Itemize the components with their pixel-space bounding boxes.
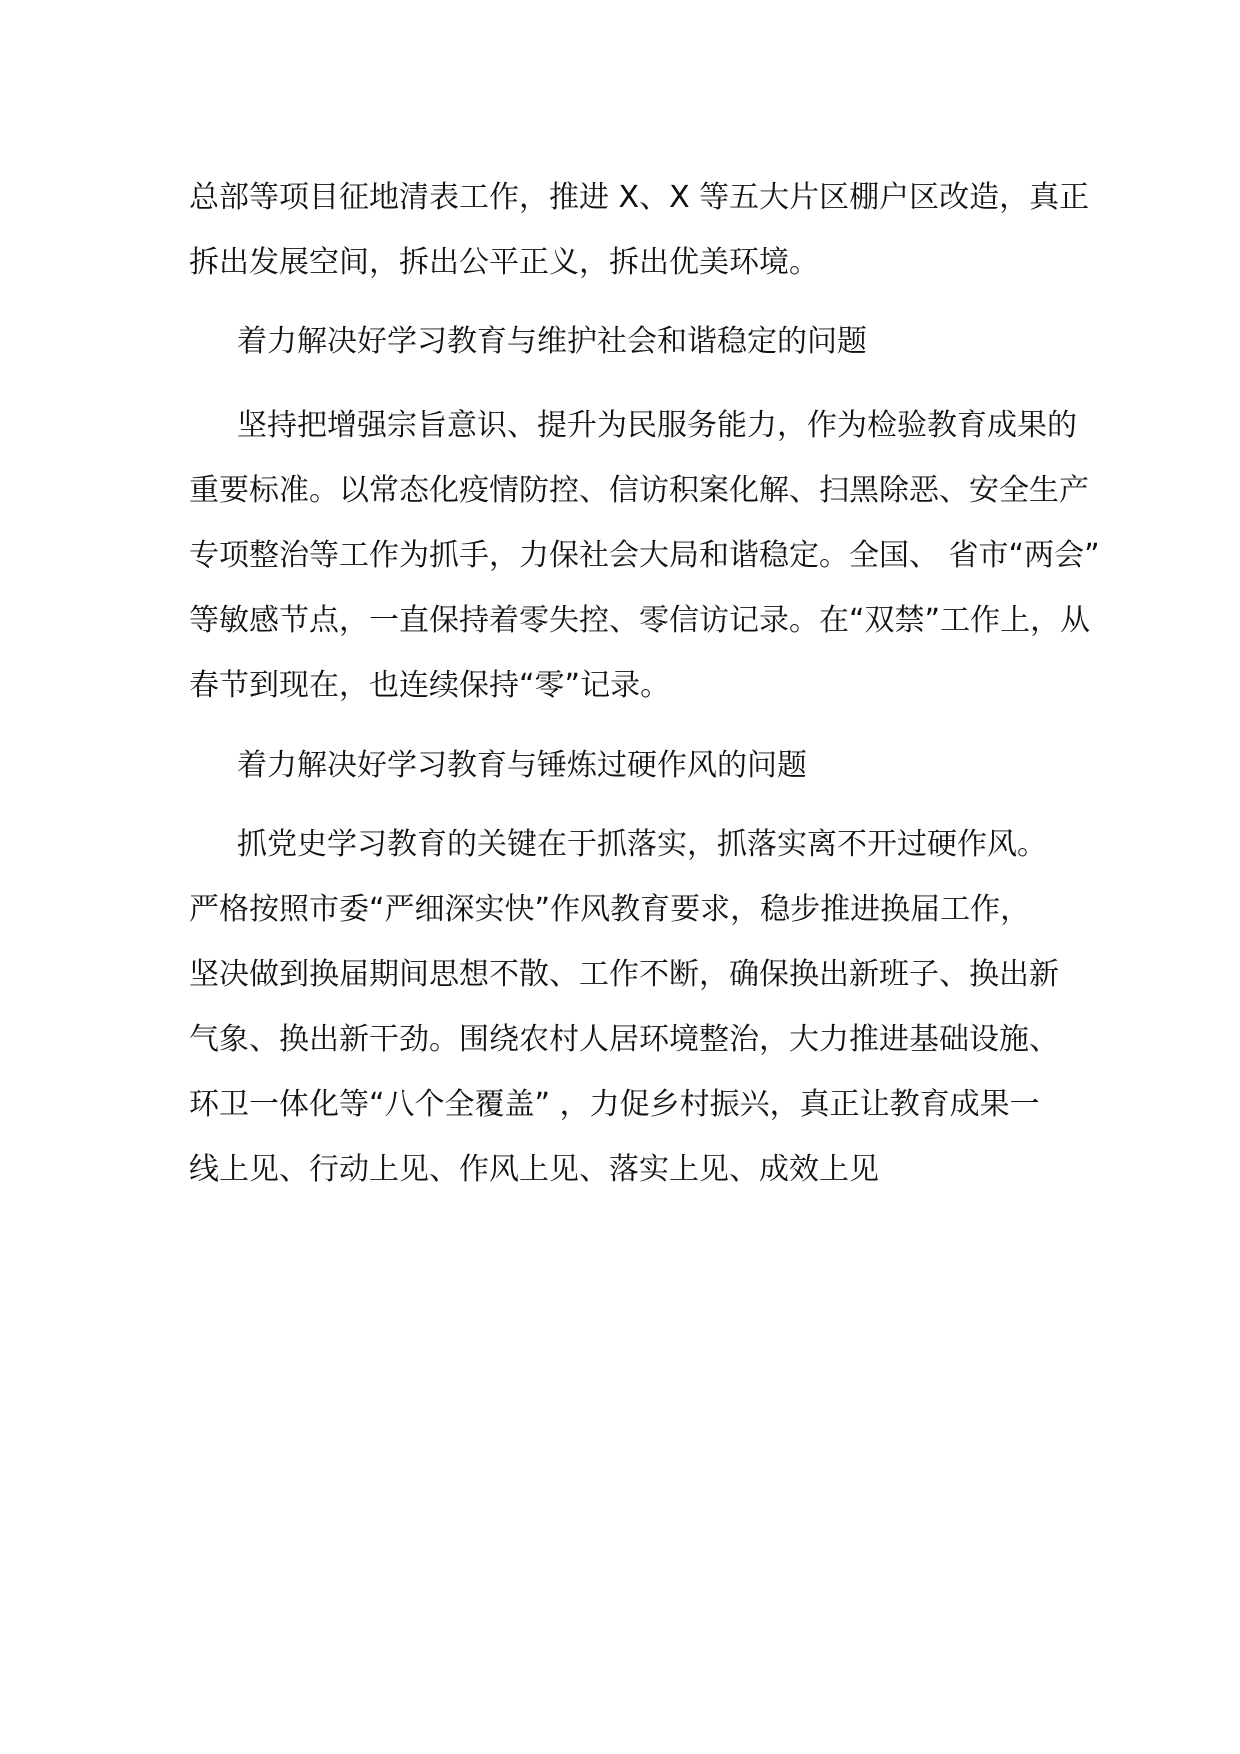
paragraph-line: 抓党史学习教育的关键在于抓落实，抓落实离不开过硬作风。 xyxy=(237,827,1047,862)
paragraph-line: 春节到现在，也连续保持“零”记录。 xyxy=(189,668,671,703)
paragraph-line: 线上见、行动上见、作风上见、落实上见、成效上见 xyxy=(189,1152,879,1187)
paragraph-line: 总部等项目征地清表工作，推进 X、X 等五大片区棚户区改造，真正 xyxy=(189,180,1090,215)
paragraph-line: 坚持把增强宗旨意识、提升为民服务能力，作为检验教育成果的 xyxy=(237,408,1077,443)
section-heading xyxy=(189,733,1049,798)
section-heading xyxy=(189,309,1049,374)
paragraph-continued xyxy=(189,165,1090,295)
paragraph-line: 严格按照市委“严细深实快”作风教育要求，稳步推进换届工作， xyxy=(189,892,1031,927)
paragraph-line: 重要标准。以常态化疫情防控、信访积案化解、扫黑除恶、安全生产 xyxy=(189,473,1089,508)
paragraph-line: 拆出发展空间，拆出公平正义，拆出优美环境。 xyxy=(189,245,819,280)
section-heading-text: 着力解决好学习教育与维护社会和谐稳定的问题 xyxy=(237,324,867,359)
paragraph-line: 等敏感节点，一直保持着零失控、零信访记录。在“双禁”工作上，从 xyxy=(189,603,1091,638)
paragraph-line: 坚决做到换届期间思想不散、工作不断，确保换出新班子、换出新 xyxy=(189,957,1059,992)
paragraph-line: 专项整治等工作为抓手，力保社会大局和谐稳定。全国、 省市“两会” xyxy=(189,538,1100,573)
paragraph xyxy=(189,812,1059,1202)
paragraph-line: 环卫一体化等“八个全覆盖” ，力促乡村振兴，真正让教育成果一 xyxy=(189,1087,1040,1122)
paragraph xyxy=(189,393,1100,718)
paragraph-line: 气象、换出新干劲。围绕农村人居环境整治，大力推进基础设施、 xyxy=(189,1022,1059,1057)
section-heading-text: 着力解决好学习教育与锤炼过硬作风的问题 xyxy=(237,748,807,783)
